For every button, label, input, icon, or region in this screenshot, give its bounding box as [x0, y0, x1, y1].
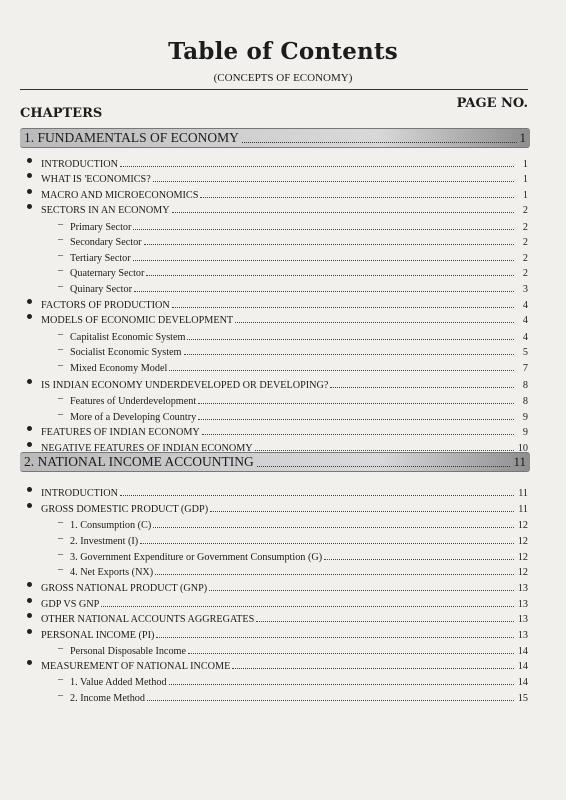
toc-entry[interactable]: [0, 500, 528, 515]
bullet-icon: [27, 442, 32, 447]
entry-page: 15: [517, 693, 528, 704]
toc-subentry[interactable]: [0, 689, 528, 704]
entry-page: 5: [522, 347, 528, 358]
dash-icon: –: [58, 219, 63, 230]
entry-page: 2: [522, 237, 528, 248]
dash-icon: –: [58, 281, 63, 292]
entry-title: Features of Underdevelopment: [70, 396, 197, 407]
dash-icon: –: [58, 564, 63, 575]
leader-dots: [255, 449, 514, 451]
dash-icon: –: [58, 643, 63, 654]
toc-subentry[interactable]: [0, 328, 528, 343]
chapter-page: 11: [513, 454, 526, 469]
entry-page: 1: [522, 174, 528, 185]
entry-page: 7: [522, 363, 528, 374]
bullet-icon: [27, 204, 32, 209]
dash-icon: –: [58, 549, 63, 560]
entry-page: 11: [518, 504, 528, 515]
toc-entry[interactable]: [0, 423, 528, 438]
entry-page: 11: [518, 488, 528, 499]
leader-dots: [184, 353, 515, 355]
entry-page: 2: [522, 268, 528, 279]
dash-icon: –: [58, 329, 63, 340]
entry-page: 4: [522, 315, 528, 326]
entry-title: Socialist Economic System: [70, 347, 182, 358]
entry-page: 13: [517, 630, 528, 641]
entry-title: Quinary Sector: [70, 284, 132, 295]
toc-subentry[interactable]: [0, 343, 528, 358]
entry-page: 14: [517, 677, 528, 688]
chapters-heading: CHAPTERS: [20, 106, 103, 121]
dash-icon: –: [58, 517, 63, 528]
dash-icon: –: [58, 234, 63, 245]
bullet-icon: [27, 629, 32, 634]
entry-page: 2: [522, 253, 528, 264]
entry-page: 12: [517, 552, 528, 563]
toc-subentry[interactable]: [0, 532, 528, 547]
entry-title: 2. Investment (I): [70, 536, 139, 547]
entry-page: 8: [522, 380, 528, 391]
leader-dots: [324, 558, 514, 560]
dash-icon: –: [58, 533, 63, 544]
entry-page: 9: [522, 412, 528, 423]
bullet-icon: [27, 613, 32, 618]
leader-dots: [120, 165, 514, 167]
leader-dots: [232, 667, 514, 669]
chapter-page: 1: [519, 130, 526, 145]
toc-subentry[interactable]: [0, 218, 528, 233]
entry-page: 12: [517, 520, 528, 531]
bullet-icon: [27, 379, 32, 384]
entry-title: MODELS OF ECONOMIC DEVELOPMENT: [41, 315, 234, 326]
title-rule: [20, 89, 528, 90]
leader-dots: [172, 306, 514, 308]
entry-page: 13: [517, 614, 528, 625]
toc-entry[interactable]: [0, 311, 528, 326]
leader-dots: [156, 636, 514, 638]
entry-page: 8: [522, 396, 528, 407]
dash-icon: –: [58, 409, 63, 420]
entry-title: FEATURES OF INDIAN ECONOMY: [41, 427, 200, 438]
entry-page: 14: [517, 661, 528, 672]
toc-entry[interactable]: [0, 201, 528, 216]
entry-title: IS INDIAN ECONOMY UNDERDEVELOPED OR DEVELOPING?: [41, 380, 329, 391]
leader-dots: [198, 402, 514, 404]
leader-dots: [242, 133, 517, 143]
entry-page: 3: [522, 284, 528, 295]
toc-entry[interactable]: [0, 610, 528, 625]
entry-page: 1: [522, 159, 528, 170]
toc-subentry[interactable]: [0, 280, 528, 295]
toc-subentry[interactable]: [0, 392, 528, 407]
leader-dots: [200, 196, 514, 198]
toc-entry[interactable]: [0, 484, 528, 499]
entry-title: 3. Government Expenditure or Government Consumption (G): [70, 552, 323, 563]
leader-dots: [202, 433, 514, 435]
entry-title: Capitalist Economic System: [70, 332, 186, 343]
dash-icon: –: [58, 250, 63, 261]
entry-page: 2: [522, 222, 528, 233]
leader-dots: [120, 494, 514, 496]
leader-dots: [153, 526, 514, 528]
leader-dots: [187, 338, 514, 340]
toc-entry[interactable]: [0, 626, 528, 641]
toc-subentry[interactable]: [0, 249, 528, 264]
toc-subentry[interactable]: [0, 673, 528, 688]
page-subtitle: (CONCEPTS OF ECONOMY): [213, 72, 353, 84]
chapter-title: 2. NATIONAL INCOME ACCOUNTING: [24, 454, 254, 469]
page-no-heading: PAGE NO.: [456, 96, 528, 111]
entry-title: Mixed Economy Model: [70, 363, 168, 374]
entry-title: INTRODUCTION: [41, 488, 118, 499]
leader-dots: [146, 274, 514, 276]
entry-title: FACTORS OF PRODUCTION: [41, 300, 170, 311]
toc-entry[interactable]: [0, 657, 528, 672]
leader-dots: [133, 259, 514, 261]
leader-dots: [235, 321, 514, 323]
toc-subentry[interactable]: [0, 359, 528, 374]
entry-title: OTHER NATIONAL ACCOUNTS AGGREGATES: [41, 614, 255, 625]
entry-title: Primary Sector: [70, 222, 132, 233]
toc-entry[interactable]: [0, 595, 528, 610]
entry-title: 4. Net Exports (NX): [70, 567, 154, 578]
leader-dots: [169, 369, 514, 371]
chapter-banner-1[interactable]: [20, 128, 530, 148]
bullet-icon: [27, 299, 32, 304]
dash-icon: –: [58, 674, 63, 685]
toc-entry[interactable]: [0, 296, 528, 311]
entry-page: 14: [517, 646, 528, 657]
leader-dots: [209, 589, 514, 591]
entry-page: 13: [517, 583, 528, 594]
dash-icon: –: [58, 690, 63, 701]
entry-page: 12: [517, 536, 528, 547]
toc-entry[interactable]: [0, 579, 528, 594]
leader-dots: [133, 228, 514, 230]
entry-title: More of a Developing Country: [70, 412, 197, 423]
toc-entry[interactable]: [0, 170, 528, 185]
entry-title: Tertiary Sector: [70, 253, 131, 264]
leader-dots: [140, 542, 514, 544]
entry-title: Personal Disposable Income: [70, 646, 186, 657]
entry-page: 2: [522, 205, 528, 216]
bullet-icon: [27, 598, 32, 603]
leader-dots: [188, 652, 514, 654]
bullet-icon: [27, 487, 32, 492]
leader-dots: [210, 510, 514, 512]
entry-page: 4: [522, 300, 528, 311]
entry-title: Quaternary Sector: [70, 268, 145, 279]
toc-entry[interactable]: [0, 439, 528, 454]
leader-dots: [153, 180, 514, 182]
toc-entry[interactable]: [0, 376, 528, 391]
dash-icon: –: [58, 344, 63, 355]
leader-dots: [144, 243, 514, 245]
toc-entry[interactable]: [0, 155, 528, 170]
bullet-icon: [27, 189, 32, 194]
entry-title: 2. Income Method: [70, 693, 145, 704]
leader-dots: [134, 290, 514, 292]
leader-dots: [198, 418, 514, 420]
dash-icon: –: [58, 393, 63, 404]
bullet-icon: [27, 503, 32, 508]
entry-page: 4: [522, 332, 528, 343]
entry-page: 12: [517, 567, 528, 578]
entry-title: SECTORS IN AN ECONOMY: [41, 205, 170, 216]
leader-dots: [257, 457, 511, 467]
entry-title: 1. Value Added Method: [70, 677, 167, 688]
entry-page: 9: [522, 427, 528, 438]
entry-title: PERSONAL INCOME (PI): [41, 630, 155, 641]
entry-title: WHAT IS 'ECONOMICS?: [41, 174, 151, 185]
bullet-icon: [27, 660, 32, 665]
toc-entry[interactable]: [0, 186, 528, 201]
bullet-icon: [27, 158, 32, 163]
entry-page: 1: [522, 190, 528, 201]
page-title: Table of Contents: [168, 38, 398, 65]
chapter-banner-2[interactable]: [20, 452, 530, 472]
bullet-icon: [27, 426, 32, 431]
entry-title: NEGATIVE FEATURES OF INDIAN ECONOMY: [41, 443, 253, 454]
entry-title: INTRODUCTION: [41, 159, 118, 170]
entry-title: GDP VS GNP: [41, 599, 100, 610]
bullet-icon: [27, 173, 32, 178]
leader-dots: [330, 386, 514, 388]
bullet-icon: [27, 582, 32, 587]
entry-title: Secondary Sector: [70, 237, 142, 248]
toc-subentry[interactable]: [0, 563, 528, 578]
leader-dots: [169, 683, 514, 685]
entry-title: MEASUREMENT OF NATIONAL INCOME: [41, 661, 231, 672]
leader-dots: [101, 605, 514, 607]
chapter-title: 1. FUNDAMENTALS OF ECONOMY: [24, 130, 239, 145]
entry-page: 13: [517, 599, 528, 610]
leader-dots: [172, 211, 514, 213]
dash-icon: –: [58, 360, 63, 371]
toc-subentry[interactable]: [0, 264, 528, 279]
bullet-icon: [27, 314, 32, 319]
entry-page: 10: [517, 443, 528, 454]
toc-subentry[interactable]: [0, 548, 528, 563]
toc-subentry[interactable]: [0, 233, 528, 248]
leader-dots: [256, 620, 514, 622]
toc-subentry[interactable]: [0, 642, 528, 657]
entry-title: MACRO AND MICROECONOMICS: [41, 190, 199, 201]
leader-dots: [147, 699, 514, 701]
entry-title: 1. Consumption (C): [70, 520, 152, 531]
dash-icon: –: [58, 265, 63, 276]
entry-title: GROSS NATIONAL PRODUCT (GNP): [41, 583, 208, 594]
leader-dots: [155, 573, 514, 575]
toc-subentry[interactable]: [0, 516, 528, 531]
entry-title: GROSS DOMESTIC PRODUCT (GDP): [41, 504, 209, 515]
toc-subentry[interactable]: [0, 408, 528, 423]
